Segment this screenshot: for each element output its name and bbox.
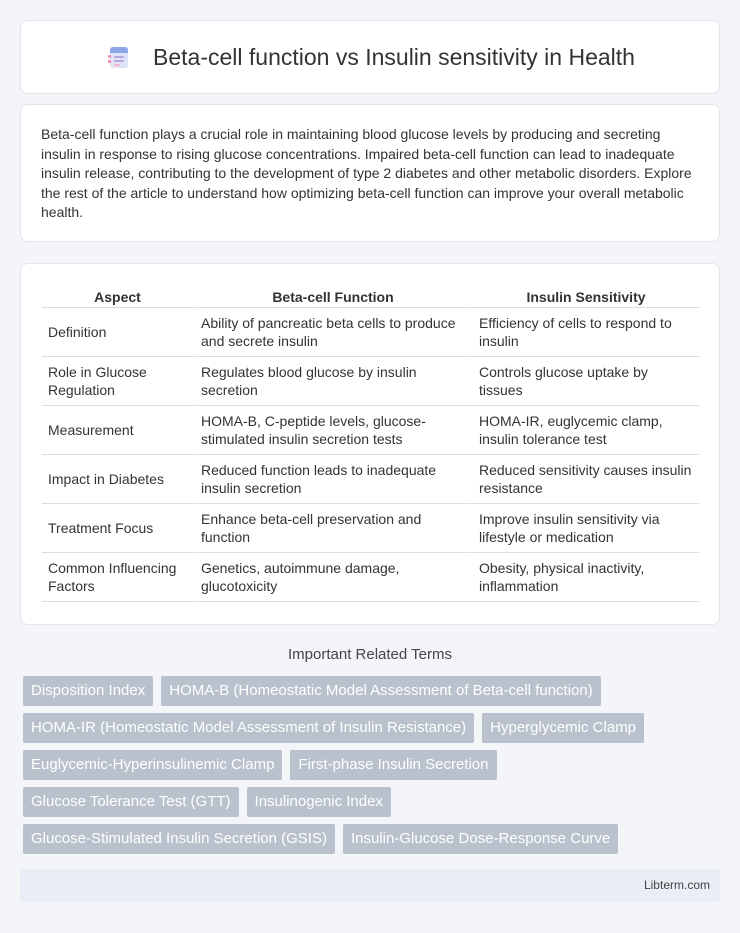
table-cell: Enhance beta-cell preservation and function [193, 504, 471, 553]
related-terms-heading: Important Related Terms [288, 646, 452, 663]
table-cell: Definition [42, 308, 193, 357]
table-row [42, 308, 699, 357]
related-term-tag[interactable]: Disposition Index [23, 676, 153, 706]
table-cell: Improve insulin sensitivity via lifestyle or medication [471, 504, 699, 553]
intro-card [20, 104, 720, 242]
related-term-tag[interactable]: Glucose Tolerance Test (GTT) [23, 787, 239, 817]
column-header-insulin-sensitivity: Insulin Sensitivity [471, 284, 699, 308]
related-term-tag[interactable]: Insulin-Glucose Dose-Response Curve [343, 824, 618, 854]
related-terms-list [23, 676, 723, 861]
related-term-tag[interactable]: Glucose-Stimulated Insulin Secretion (GSIS) [23, 824, 335, 854]
table-cell: Common Influencing Factors [42, 553, 193, 602]
table-cell: Controls glucose uptake by tissues [471, 357, 699, 406]
column-header-beta-cell: Beta-cell Function [193, 284, 471, 308]
table-row [42, 504, 699, 553]
tag-row [23, 676, 723, 706]
table-row [42, 553, 699, 602]
table-row [42, 406, 699, 455]
table-cell: Treatment Focus [42, 504, 193, 553]
header-card [20, 20, 720, 94]
related-term-tag[interactable]: HOMA-B (Homeostatic Model Assessment of Beta-cell function) [161, 676, 601, 706]
table-cell: HOMA-IR, euglycemic clamp, insulin tolerance test [471, 406, 699, 455]
table-cell: Obesity, physical inactivity, inflammation [471, 553, 699, 602]
tag-row [23, 713, 723, 743]
table-cell: Role in Glucose Regulation [42, 357, 193, 406]
table-cell: HOMA-B, C-peptide levels, glucose-stimulated insulin secretion tests [193, 406, 471, 455]
footer-site-link[interactable]: Libterm.com [643, 878, 710, 892]
tag-row [23, 824, 723, 854]
table-cell: Genetics, autoimmune damage, glucotoxicity [193, 553, 471, 602]
table-row [42, 357, 699, 406]
table-cell: Reduced sensitivity causes insulin resistance [471, 455, 699, 504]
related-term-tag[interactable]: Euglycemic-Hyperinsulinemic Clamp [23, 750, 282, 780]
table-cell: Ability of pancreatic beta cells to produce and secrete insulin [193, 308, 471, 357]
tag-row [23, 750, 723, 780]
column-header-aspect: Aspect [42, 284, 193, 308]
table-header-row [42, 284, 699, 308]
related-term-tag[interactable]: HOMA-IR (Homeostatic Model Assessment of Insulin Resistance) [23, 713, 474, 743]
table-cell: Measurement [42, 406, 193, 455]
related-term-tag[interactable]: Hyperglycemic Clamp [482, 713, 644, 743]
table-cell: Efficiency of cells to respond to insulin [471, 308, 699, 357]
related-term-tag[interactable]: Insulinogenic Index [247, 787, 391, 817]
table-cell: Reduced function leads to inadequate insulin secretion [193, 455, 471, 504]
table-cell: Impact in Diabetes [42, 455, 193, 504]
table-cell: Regulates blood glucose by insulin secretion [193, 357, 471, 406]
document-icon [105, 43, 133, 71]
table-row [42, 455, 699, 504]
comparison-card [20, 263, 720, 625]
footer [20, 869, 720, 902]
intro-paragraph: Beta-cell function plays a crucial role in maintaining blood glucose levels by producing and secreting insulin in response to rising glucose concentrations. Impaired beta-cell function can lead to inadequate insulin release, contributing to the development of type 2 diabetes and other metabolic disorders. Explore the rest of the article to understand how optimizing beta-cell function can improve your overall metabolic health. [41, 126, 692, 221]
related-term-tag[interactable]: First-phase Insulin Secretion [290, 750, 496, 780]
tag-row [23, 787, 723, 817]
comparison-table [42, 284, 699, 602]
page-title: Beta-cell function vs Insulin sensitivity in Health [153, 43, 635, 70]
